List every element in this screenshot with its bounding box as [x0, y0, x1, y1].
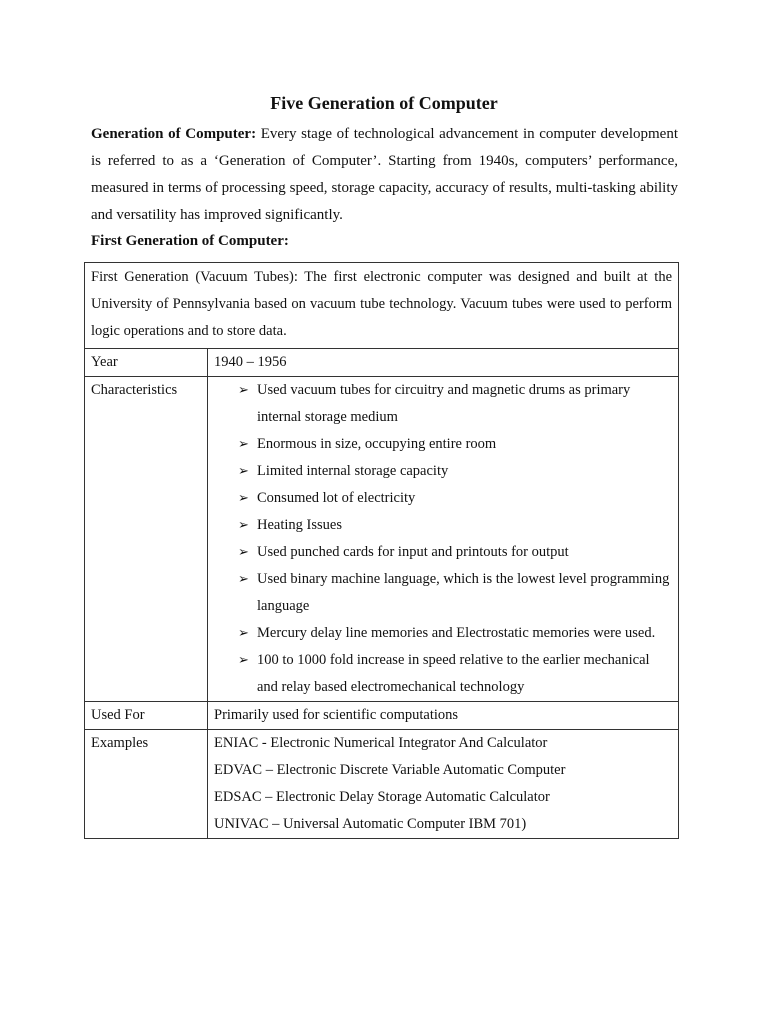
arrow-bullet-icon: ➢	[238, 626, 249, 641]
example-item: EDSAC – Electronic Delay Storage Automatic Calculator	[214, 789, 550, 805]
characteristic-text: Used punched cards for input and printouts for output	[257, 544, 569, 560]
characteristic-item	[214, 377, 672, 431]
arrow-bullet-icon: ➢	[238, 572, 249, 587]
characteristic-text: Used vacuum tubes for circuitry and magnetic drums as primary internal storage medium	[257, 382, 631, 425]
characteristic-text: Enormous in size, occupying entire room	[257, 436, 497, 452]
characteristic-text: Limited internal storage capacity	[257, 463, 449, 479]
characteristic-item	[214, 512, 672, 539]
characteristic-text: Used binary machine language, which is the lowest level programming language	[257, 571, 670, 614]
characteristic-item	[214, 566, 672, 620]
characteristics-cell	[208, 377, 679, 702]
arrow-bullet-icon: ➢	[238, 464, 249, 479]
characteristics-list	[214, 377, 672, 701]
arrow-bullet-icon: ➢	[238, 545, 249, 560]
arrow-bullet-icon: ➢	[238, 383, 249, 398]
characteristics-label: Characteristics	[85, 377, 208, 702]
year-label: Year	[85, 349, 208, 377]
table-row-intro	[85, 263, 679, 349]
arrow-bullet-icon: ➢	[238, 518, 249, 533]
intro-lead: Generation of Computer:	[91, 126, 257, 142]
table-row-year	[85, 349, 679, 377]
characteristic-item	[214, 539, 672, 566]
example-item: EDVAC – Electronic Discrete Variable Automatic Computer	[214, 762, 566, 778]
used-for-label: Used For	[85, 702, 208, 730]
characteristic-text: Mercury delay line memories and Electrostatic memories were used.	[257, 625, 656, 641]
examples-label: Examples	[85, 730, 208, 839]
characteristic-item	[214, 485, 672, 512]
section-heading: First Generation of Computer:	[91, 233, 289, 249]
characteristic-text: Heating Issues	[257, 517, 342, 533]
first-generation-table	[84, 262, 679, 839]
characteristic-item	[214, 458, 672, 485]
example-item: ENIAC - Electronic Numerical Integrator And Calculator	[214, 735, 548, 751]
examples-list	[214, 730, 672, 838]
characteristic-item	[214, 647, 672, 701]
table-row-characteristics	[85, 377, 679, 702]
characteristic-text: 100 to 1000 fold increase in speed relative to the earlier mechanical and relay based electromechanical technology	[257, 652, 650, 695]
table-row-examples	[85, 730, 679, 839]
examples-cell	[208, 730, 679, 839]
used-for-value: Primarily used for scientific computations	[208, 702, 679, 730]
page-title: Five Generation of Computer	[270, 93, 498, 113]
arrow-bullet-icon: ➢	[238, 653, 249, 668]
characteristic-text: Consumed lot of electricity	[257, 490, 416, 506]
year-value: 1940 – 1956	[208, 349, 679, 377]
table-intro-cell: First Generation (Vacuum Tubes): The first electronic computer was designed and built at the University of Pennsylvania based on vacuum tube technology. Vacuum tubes were used to perform logic operations and to store data.	[85, 263, 679, 349]
arrow-bullet-icon: ➢	[238, 491, 249, 506]
table-row-used-for	[85, 702, 679, 730]
characteristic-item	[214, 620, 672, 647]
arrow-bullet-icon: ➢	[238, 437, 249, 452]
example-item: UNIVAC – Universal Automatic Computer IBM 701)	[214, 816, 527, 832]
intro-paragraph	[91, 121, 678, 229]
intro-text: Every stage of technological advancement in computer development is referred to as a ‘Generation of Computer’. Starting from 1940s, computers’ performance, measured in terms of processing speed, storage capacity, accuracy of results, multi-tasking ability and versatility has improved significantly.	[91, 126, 678, 223]
characteristic-item	[214, 431, 672, 458]
